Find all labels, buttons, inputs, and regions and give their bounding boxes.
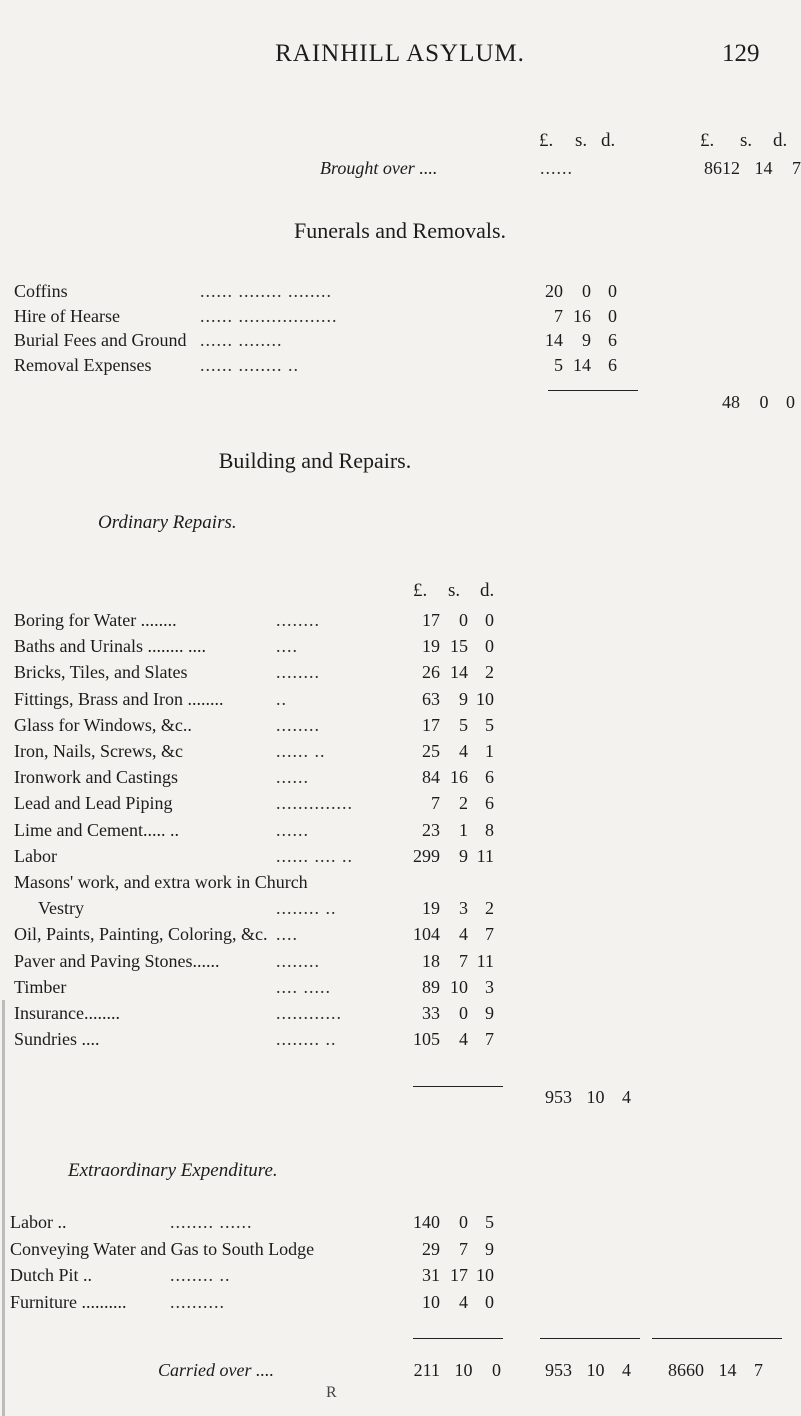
amount-pence: 0 <box>608 305 617 326</box>
line-item-label: Timber <box>14 976 67 997</box>
amount-pounds: 211 <box>413 1360 440 1380</box>
amount-pence: 9 <box>485 1003 494 1023</box>
line-item-leaders: ........ <box>276 714 320 735</box>
col2-shillings-header: s. <box>740 130 753 151</box>
amount-pounds: 89 <box>422 976 440 997</box>
amount-shillings: 10 <box>586 1087 605 1107</box>
ordinary-shillings-header: s. <box>448 580 461 601</box>
col2-pence-header: d. <box>773 130 788 151</box>
amount-pence: 0 <box>485 1291 494 1312</box>
line-item-label: Labor .. <box>10 1212 67 1232</box>
col-pence-header: d. <box>601 130 616 151</box>
amount-pounds: 5 <box>554 354 563 375</box>
amount-pence: 4 <box>622 1087 631 1107</box>
amount-shillings: 7 <box>459 950 468 971</box>
line-item-label: Vestry <box>38 898 84 919</box>
line-item-label: Ironwork and Castings <box>14 767 178 788</box>
funerals-total <box>700 392 795 413</box>
amount-pence: 4 <box>622 1360 631 1380</box>
line-item-label: Insurance........ <box>14 1003 120 1023</box>
amount-shillings: 14 <box>718 1360 737 1380</box>
line-item-amount <box>406 793 494 814</box>
amount-pounds: 953 <box>545 1087 572 1107</box>
line-item-label: Sundries .... <box>14 1029 100 1050</box>
amount-pence: 5 <box>485 1212 494 1232</box>
amount-pence: 3 <box>485 976 494 997</box>
amount-pence: 2 <box>485 898 494 919</box>
line-item-leaders: .... <box>276 924 298 945</box>
line-item-amount <box>406 898 494 919</box>
amount-pounds: 104 <box>413 924 440 945</box>
line-item-label: Paver and Paving Stones...... <box>14 950 220 971</box>
amount-shillings: 4 <box>459 924 468 945</box>
amount-shillings: 10 <box>586 1360 605 1380</box>
amount-pounds: 17 <box>422 714 440 735</box>
line-item-amount <box>406 636 494 657</box>
section-title-building: Building and Repairs. <box>218 448 412 473</box>
line-item-amount <box>406 1239 494 1260</box>
amount-pence: 9 <box>485 1238 494 1259</box>
line-item-amount <box>527 306 617 327</box>
amount-pounds: 29 <box>422 1238 440 1259</box>
amount-pounds: 7 <box>554 305 563 326</box>
carried-over-col2 <box>532 1360 631 1381</box>
funerals-subtotal-rule <box>548 390 638 391</box>
amount-pounds: 8612 <box>704 158 740 178</box>
line-item-amount <box>406 1003 494 1024</box>
line-item-leaders: ........ .. <box>276 1029 337 1050</box>
line-item-amount <box>406 689 494 710</box>
binding-margin <box>2 1000 5 1416</box>
line-item-leaders: .. <box>276 688 287 709</box>
amount-shillings: 4 <box>459 1291 468 1312</box>
amount-pence: 6 <box>608 354 617 375</box>
line-item-leaders: .......... <box>170 1291 225 1312</box>
amount-shillings: 0 <box>582 281 591 301</box>
line-item-leaders: ........ .. <box>170 1265 231 1285</box>
amount-pence: 7 <box>485 1029 494 1050</box>
amount-pounds: 7 <box>431 793 440 814</box>
amount-pence: 5 <box>485 714 494 735</box>
amount-pence: 10 <box>476 688 494 709</box>
amount-shillings: 9 <box>459 688 468 709</box>
line-item-label: Baths and Urinals ........ .... <box>14 636 206 657</box>
line-item-amount <box>406 820 494 841</box>
line-item-amount <box>406 767 494 788</box>
line-item-label: Hire of Hearse <box>14 305 120 326</box>
line-item-label: Burial Fees and Ground <box>14 330 187 350</box>
amount-pounds: 84 <box>422 767 440 788</box>
amount-shillings: 16 <box>450 767 468 788</box>
amount-pence: 6 <box>485 767 494 788</box>
line-item-label: Coffins <box>14 281 68 301</box>
amount-shillings: 7 <box>459 1238 468 1259</box>
amount-pounds: 18 <box>422 950 440 971</box>
amount-pounds: 8660 <box>668 1360 704 1380</box>
amount-pounds: 19 <box>422 636 440 657</box>
amount-pounds: 33 <box>422 1003 440 1023</box>
amount-shillings: 2 <box>459 793 468 814</box>
amount-pence: 6 <box>608 330 617 350</box>
amount-shillings: 5 <box>459 714 468 735</box>
ordinary-total <box>532 1087 631 1108</box>
amount-shillings: 0 <box>759 392 769 412</box>
col2-pounds-header: £. <box>700 130 715 151</box>
amount-pence: 1 <box>485 741 494 761</box>
line-item-label: Iron, Nails, Screws, &c <box>14 741 183 761</box>
amount-pounds: 26 <box>422 662 440 683</box>
line-item-leaders: ........ <box>276 610 320 630</box>
brought-over-label: Brought over .... <box>320 158 438 178</box>
amount-shillings: 0 <box>459 1003 468 1023</box>
amount-pounds: 14 <box>545 330 563 350</box>
amount-pounds: 17 <box>422 610 440 630</box>
line-item-leaders: ...... ........ .. <box>200 354 299 375</box>
line-item-label: Conveying Water and Gas to South Lodge <box>10 1238 315 1259</box>
amount-pence: 11 <box>476 845 494 866</box>
amount-pence: 7 <box>792 158 801 178</box>
line-item-amount <box>527 281 617 302</box>
amount-shillings: 1 <box>459 819 468 840</box>
carried-over-col1 <box>406 1360 501 1381</box>
amount-pounds: 299 <box>413 845 440 866</box>
line-item-amount <box>527 330 617 351</box>
line-item-amount <box>406 610 494 631</box>
amount-shillings: 10 <box>454 1360 473 1380</box>
col-shillings-header: s. <box>575 130 588 151</box>
line-item-leaders: ............ <box>276 1003 342 1023</box>
amount-pounds: 23 <box>422 819 440 840</box>
amount-pounds: 953 <box>545 1360 572 1380</box>
ordinary-subtotal-rule <box>413 1086 503 1087</box>
amount-pence: 0 <box>608 281 617 301</box>
line-item-leaders: .............. <box>276 793 353 814</box>
line-item-label: Removal Expenses <box>14 354 152 375</box>
line-item-amount <box>406 977 494 998</box>
line-item-leaders: ...... .................. <box>200 305 338 326</box>
amount-shillings: 4 <box>459 1029 468 1050</box>
signature-mark: R <box>326 1384 337 1401</box>
line-item-amount <box>406 1292 494 1313</box>
line-item-leaders: .... ..... <box>276 976 331 997</box>
ordinary-pence-header: d. <box>480 580 495 601</box>
line-item-amount <box>406 951 494 972</box>
line-item-amount <box>406 924 494 945</box>
carried-rule-1 <box>413 1338 503 1339</box>
line-item-amount <box>406 1265 494 1286</box>
line-item-label: Glass for Windows, &c.. <box>14 714 192 735</box>
line-item-label: Masons' work, and extra work in Church <box>14 872 308 892</box>
subsection-extraordinary: Extraordinary Expenditure. <box>68 1160 278 1181</box>
amount-shillings: 9 <box>459 845 468 866</box>
line-item-leaders: .... <box>276 636 298 657</box>
carried-over-col3 <box>660 1360 763 1381</box>
line-item-amount <box>406 741 494 762</box>
amount-shillings: 3 <box>459 898 468 919</box>
ordinary-pounds-header: £. <box>413 580 428 601</box>
line-item-leaders: ...... ........ ........ <box>200 281 332 301</box>
line-item-label: Boring for Water ........ <box>14 610 177 630</box>
line-item-amount <box>406 662 494 683</box>
line-item-label: Dutch Pit .. <box>10 1265 93 1285</box>
amount-pence: 8 <box>485 819 494 840</box>
running-head: RAINHILL ASYLUM. <box>275 40 525 67</box>
line-item-amount <box>406 1212 494 1233</box>
amount-pounds: 31 <box>422 1265 440 1285</box>
amount-shillings: 17 <box>450 1265 468 1285</box>
amount-shillings: 9 <box>582 330 591 350</box>
amount-shillings: 14 <box>573 354 591 375</box>
col-pounds-header: £. <box>539 130 554 151</box>
carried-rule-3 <box>652 1338 782 1339</box>
amount-pounds: 140 <box>413 1212 440 1232</box>
line-item-leaders: ........ <box>276 950 320 971</box>
line-item-leaders: ...... .... .. <box>276 845 353 866</box>
line-item-label: Oil, Paints, Painting, Coloring, &c. <box>14 924 268 945</box>
brought-over-leaders: ...... <box>540 158 573 178</box>
line-item-amount <box>406 1029 494 1050</box>
line-item-label: Furniture .......... <box>10 1291 127 1312</box>
amount-pounds: 10 <box>422 1291 440 1312</box>
amount-pence: 6 <box>485 793 494 814</box>
line-item-amount <box>406 846 494 867</box>
amount-pence: 7 <box>485 924 494 945</box>
amount-shillings: 4 <box>459 741 468 761</box>
amount-pounds: 19 <box>422 898 440 919</box>
amount-pence: 10 <box>476 1265 494 1285</box>
carried-over-label: Carried over .... <box>158 1360 274 1380</box>
amount-shillings: 14 <box>754 158 773 178</box>
amount-pounds: 105 <box>413 1029 440 1050</box>
line-item-leaders: ........ <box>276 662 320 683</box>
line-item-label: Bricks, Tiles, and Slates <box>14 662 188 683</box>
line-item-label: Labor <box>14 845 57 866</box>
line-item-leaders: ...... .. <box>276 741 326 761</box>
line-item-leaders: ...... <box>276 819 309 840</box>
amount-pence: 0 <box>786 392 795 412</box>
line-item-label: Lead and Lead Piping <box>14 793 173 814</box>
amount-pence: 11 <box>476 950 494 971</box>
amount-shillings: 10 <box>450 976 468 997</box>
line-item-leaders: ...... ........ <box>200 330 283 350</box>
amount-pence: 2 <box>485 662 494 683</box>
line-item-label: Lime and Cement..... .. <box>14 819 179 840</box>
amount-pounds: 20 <box>545 281 563 301</box>
amount-shillings: 16 <box>573 305 591 326</box>
amount-pounds: 48 <box>722 392 740 412</box>
line-item-leaders: ........ .. <box>276 898 337 919</box>
line-item-amount <box>527 355 617 376</box>
amount-pence: 0 <box>492 1360 501 1380</box>
amount-shillings: 14 <box>450 662 468 683</box>
amount-shillings: 0 <box>459 1212 468 1232</box>
amount-pence: 7 <box>754 1360 763 1380</box>
amount-shillings: 0 <box>459 610 468 630</box>
line-item-amount <box>406 715 494 736</box>
subsection-ordinary-repairs: Ordinary Repairs. <box>98 512 237 533</box>
line-item-leaders: ...... <box>276 767 309 788</box>
amount-pounds: 25 <box>422 741 440 761</box>
amount-shillings: 15 <box>450 636 468 657</box>
amount-pence: 0 <box>485 636 494 657</box>
amount-pence: 0 <box>485 610 494 630</box>
carried-rule-2 <box>540 1338 640 1339</box>
line-item-leaders: ........ ...... <box>170 1212 253 1232</box>
brought-over-amount <box>700 158 801 179</box>
amount-pounds: 63 <box>422 688 440 709</box>
page-number: 129 <box>722 40 760 67</box>
section-title-funerals: Funerals and Removals. <box>293 218 507 243</box>
line-item-label: Fittings, Brass and Iron ........ <box>14 688 224 709</box>
